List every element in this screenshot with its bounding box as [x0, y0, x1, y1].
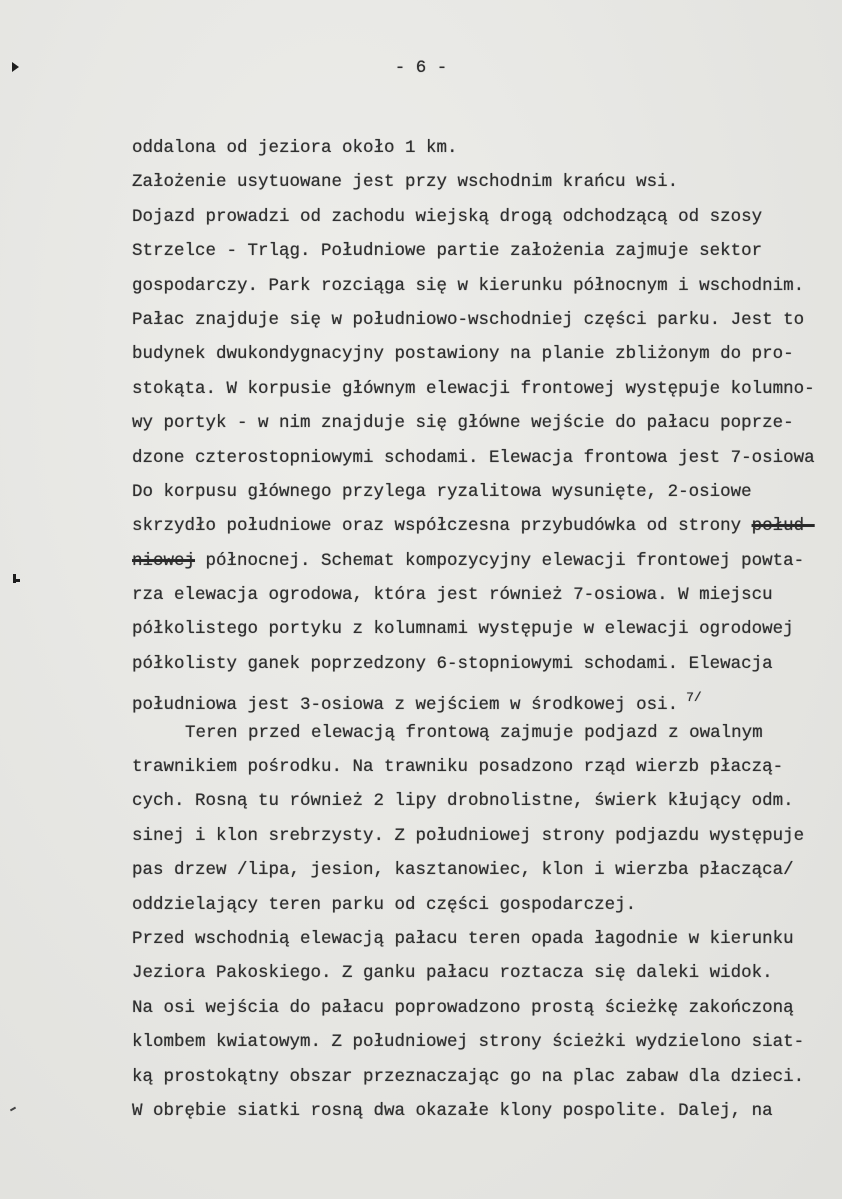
text-line	[132, 372, 832, 406]
line-text: ką prostokątny obszar przeznaczając go na plac zabaw dla dzieci.	[132, 1066, 805, 1087]
text-line	[132, 956, 832, 990]
line-text: pas drzew /lipa, jesion, kasztanowiec, klon i wierzba płacząca/	[132, 860, 794, 881]
text-line	[132, 681, 832, 715]
text-line	[132, 888, 832, 922]
text-line	[132, 1060, 832, 1094]
line-text: Założenie usytuowane jest przy wschodnim krańcu wsi.	[132, 172, 679, 193]
text-line	[132, 234, 832, 268]
footnote-reference: 7/	[686, 690, 702, 706]
text-line	[132, 131, 832, 165]
margin-punch-mark	[13, 574, 16, 583]
page-number: - 6 -	[394, 58, 448, 78]
text-line	[132, 784, 832, 818]
text-line	[132, 578, 832, 612]
paragraph-first-line	[132, 716, 832, 750]
line-text: sinej i klon srebrzysty. Z południowej strony podjazdu występuje	[132, 825, 805, 846]
text-line	[132, 269, 832, 303]
line-text: Strzelce - Trląg. Południowe partie założenia zajmuje sektor	[132, 241, 763, 262]
line-text: Na osi wejścia do pałacu poprowadzono prostą ścieżkę zakończoną	[132, 997, 794, 1018]
text-line	[132, 922, 832, 956]
margin-punch-mark	[10, 1107, 16, 1112]
line-text: Dojazd prowadzi od zachodu wiejską drogą odchodzącą od szosy	[132, 206, 763, 227]
text-line	[132, 165, 832, 199]
line-text: południowa jest 3-osiowa z wejściem w środkowej osi.	[132, 695, 679, 716]
text-line	[132, 819, 832, 853]
line-text: półkolisty ganek poprzedzony 6-stopniowymi schodami. Elewacja	[132, 653, 773, 674]
text-line	[132, 303, 832, 337]
line-text: stokąta. W korpusie głównym elewacji frontowej występuje kolumno-	[132, 378, 815, 399]
line-text: dzone czterostopniowymi schodami. Elewacja frontowa jest 7-osiowa	[132, 447, 815, 468]
line-text: Do korpusu głównego przylega ryzalitowa wysunięte, 2-osiowe	[132, 481, 752, 502]
line-text: cych. Rosną tu również 2 lipy drobnolistne, świerk kłujący odm.	[132, 791, 794, 812]
text-line	[132, 200, 832, 234]
line-text: północnej. Schemat kompozycyjny elewacji frontowej powta-	[195, 550, 805, 571]
document-body	[132, 131, 832, 1128]
line-text: budynek dwukondygnacyjny postawiony na planie zbliżonym do pro-	[132, 344, 794, 365]
line-text: Pałac znajduje się w południowo-wschodniej części parku. Jest to	[132, 309, 805, 330]
line-text: rza elewacja ogrodowa, która jest również 7-osiowa. W miejscu	[132, 585, 773, 606]
line-text: gospodarczy. Park rozciąga się w kierunku północnym i wschodnim.	[132, 275, 805, 296]
text-line	[132, 544, 832, 578]
line-text: W obrębie siatki rosną dwa okazałe klony pospolite. Dalej, na	[132, 1100, 773, 1121]
struck-out-text: niowej	[132, 550, 196, 571]
text-line	[132, 441, 832, 475]
struck-out-text: połud-	[751, 516, 815, 537]
line-text: Teren przed elewacją frontową zajmuje podjazd z owalnym	[185, 722, 763, 743]
line-text: Jeziora Pakoskiego. Z ganku pałacu roztacza się daleki widok.	[132, 963, 773, 984]
text-line	[132, 475, 832, 509]
text-line	[132, 750, 832, 784]
text-line	[132, 853, 832, 887]
line-text: oddalona od jeziora około 1 km.	[132, 138, 458, 158]
text-line	[132, 406, 832, 440]
text-line	[132, 509, 832, 543]
line-text: trawnikiem pośrodku. Na trawniku posadzono rząd wierzb płaczą-	[132, 757, 784, 778]
line-text: Przed wschodnią elewacją pałacu teren opada łagodnie w kierunku	[132, 928, 794, 949]
text-line	[132, 991, 832, 1025]
text-line	[132, 1094, 832, 1128]
line-text: skrzydło południowe oraz współczesna przybudówka od strony	[132, 516, 752, 537]
text-line	[132, 1025, 832, 1059]
line-text: klombem kwiatowym. Z południowej strony ścieżki wydzielono siat-	[132, 1032, 805, 1053]
text-line	[132, 647, 832, 681]
line-text: wy portyk - w nim znajduje się główne wejście do pałacu poprze-	[132, 413, 794, 434]
text-line	[132, 337, 832, 371]
line-text: oddzielający teren parku od części gospodarczej.	[132, 894, 637, 915]
line-text: półkolistego portyku z kolumnami występuje w elewacji ogrodowej	[132, 619, 794, 640]
text-line	[132, 612, 832, 646]
